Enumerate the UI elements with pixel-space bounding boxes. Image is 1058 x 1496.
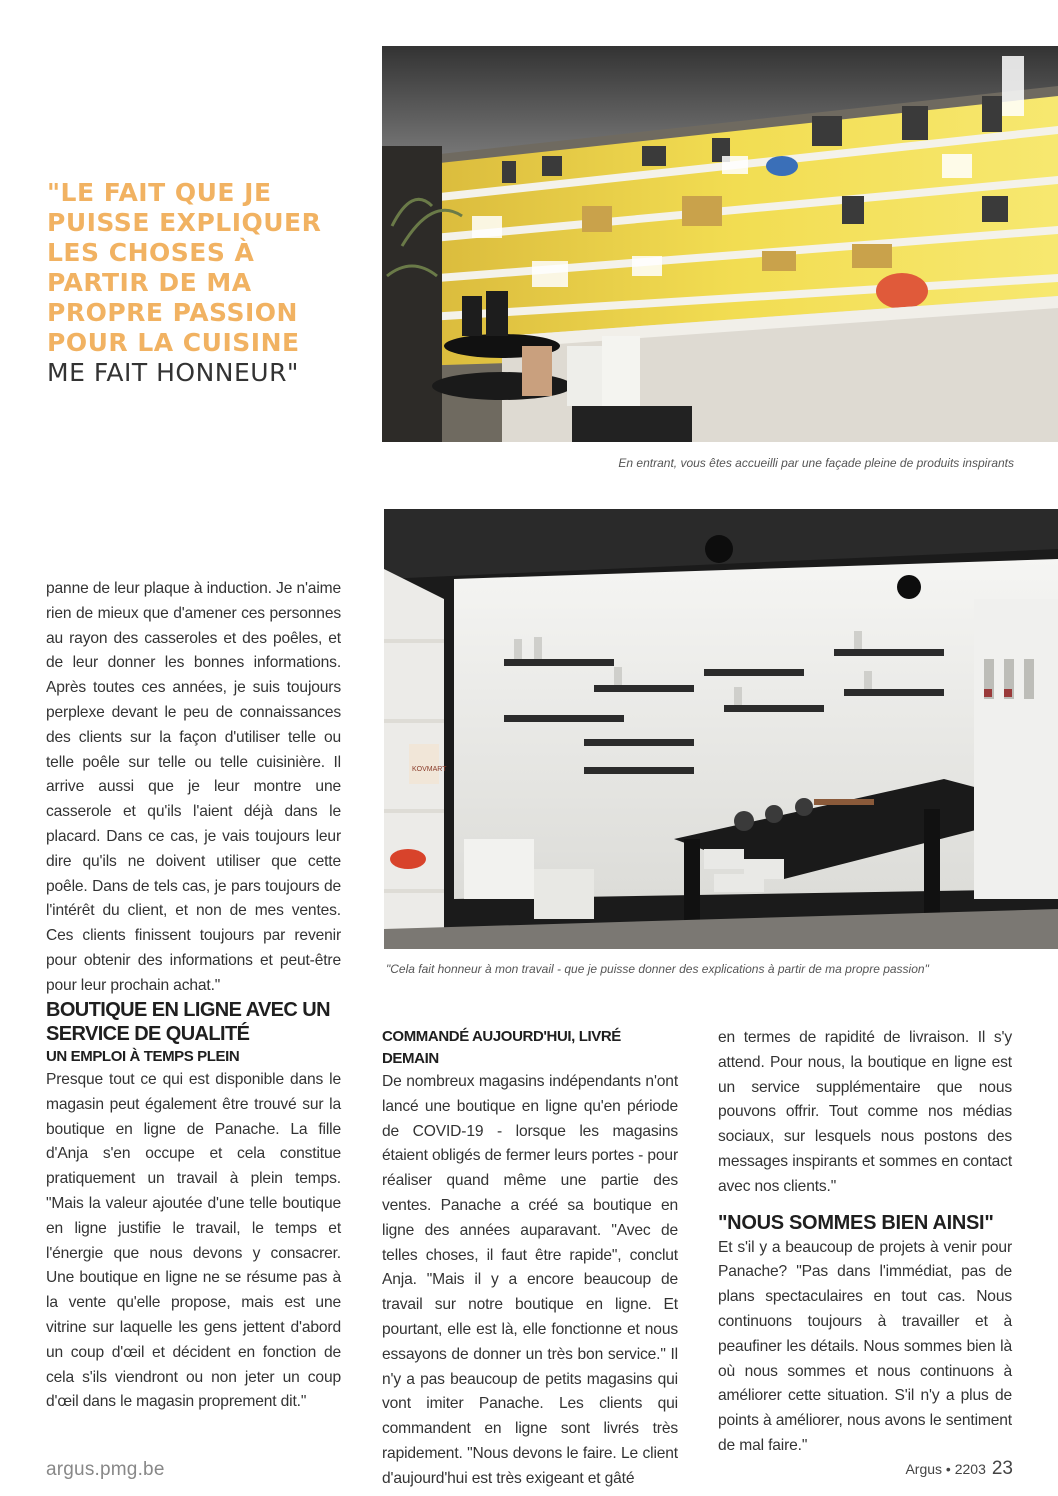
store-shelves-photo (382, 46, 1058, 442)
col1-continued-paragraph: panne de leur plaque à induction. Je n'aime rien de mieux que d'amener ces personnes au rayon des casseroles et des poêles, et de leur donner les bonnes informations. Après toutes ces années, je suis toujours perplexe devant le peu de connaissances des clients sur la façon d'utiliser telle ou telle poêle sur telle ou telle cuisinière. Il arrive aussi que je leur montre une casserole et qu'ils l'aient déjà dans le placard. Dans ce cas, je vais toujours leur dire qu'ils ne doivent utiliser que cette poêle. Dans de tels cas, je pars toujours de l'intérêt du client, et non de mes ventes. Ces clients finissent toujours par revenir pour obtenir des informations et peut-être pour leur prochain achat." (46, 580, 341, 994)
column-2 (382, 1026, 678, 1492)
column-1 (46, 577, 341, 999)
section-subheading-ordered-today: COMMANDÉ AUJOURD'HUI, LIVRÉ DEMAIN (382, 1028, 621, 1067)
col2-paragraph: De nombreux magasins indépendants n'ont lancé une boutique en ligne qu'en période de COVID-19 - lorsque les magasins étaient obligés de fermer leurs portes - pour réaliser quand même une partie des ventes. Panache a créé sa boutique en ligne des années auparavant. "Avec de telles choses, il faut être rapide", conclut Anja. "Mais il y a encore beaucoup de travail sur notre boutique en ligne. Et pourtant, elle est là, elle fonctionne et nous essayons de donner un très bon service." Il n'y a pas beaucoup de petits magasins qui vont imiter Panache. Les clients qui commandent en ligne sont livrés très rapidement. "Nous devons le faire. Le client d'aujourd'hui est très exigeant et gâté (382, 1073, 678, 1487)
section-heading-online-shop: BOUTIQUE EN LIGNE AVEC UN SERVICE DE QUALITÉ (46, 999, 330, 1045)
pull-quote-highlight: "LE FAIT QUE JE PUISSE EXPLIQUER LES CHOSES À PARTIR DE MA PROPRE PASSION POUR LA CUISINE (47, 178, 322, 357)
top-photo-caption: En entrant, vous êtes accueilli par une façade pleine de produits inspirants (618, 456, 1014, 470)
website-link[interactable]: argus.pmg.be (46, 1459, 165, 1480)
page-number: 23 (991, 1458, 1013, 1479)
section-heading-we-are-fine: "NOUS SOMMES BIEN AINSI" (718, 1211, 994, 1234)
col3-paragraph-1: en termes de rapidité de livraison. Il s'y attend. Pour nous, la boutique en ligne est un service supplémentaire que nous pouvons offrir. Tout comme nos médias sociaux, sur lesquels nous postons des messages inspirants et sommes en contact avec nos clients." (718, 1029, 1012, 1195)
kovmart-label: KOVMART (412, 766, 447, 773)
glassware-display-photo (384, 509, 1058, 949)
col1-paragraph: Presque tout ce qui est disponible dans le magasin peut également être trouvé sur la boutique en ligne de Panache. La fille d'Anja s'en occupe et cela constitue pratiquement un travail à plein temps. "Mais la valeur ajoutée d'une telle boutique en ligne justifie le travail, le temps et l'énergie que nous devons y consacrer. Une boutique en ligne ne se résume pas à la vente qu'elle propose, mais est une vitrine sur laquelle les gens jettent d'abord un coup d'œil et décident en fonction de cela s'ils viendront ou non jeter un coup d'œil dans le magasin proprement dit." (46, 1071, 341, 1411)
bottom-photo-caption: "Cela fait honneur à mon travail - que je puisse donner des explications à partir de ma propre passion" (386, 962, 929, 976)
pull-quote-rest: ME FAIT HONNEUR" (47, 358, 299, 387)
col3-paragraph-2: Et s'il y a beaucoup de projets à venir pour Panache? "Pas dans l'immédiat, pas de plans spectaculaires en tout cas. Nous continuons toujours à travailler et à peaufiner les détails. Nous sommes bien là où nous sommes et nous continuons à améliorer cette situation. S'il n'y a plus de points à améliorer, nous avons le sentiment de mal faire." (718, 1238, 1012, 1454)
column-1-section (46, 998, 341, 1415)
magazine-issue: Argus • 2203 (905, 1461, 986, 1477)
section-subheading-full-time: UN EMPLOI À TEMPS PLEIN (46, 1048, 240, 1065)
footer-issue-info (905, 1458, 1013, 1480)
column-3 (718, 1026, 1012, 1459)
pull-quote (47, 178, 347, 388)
